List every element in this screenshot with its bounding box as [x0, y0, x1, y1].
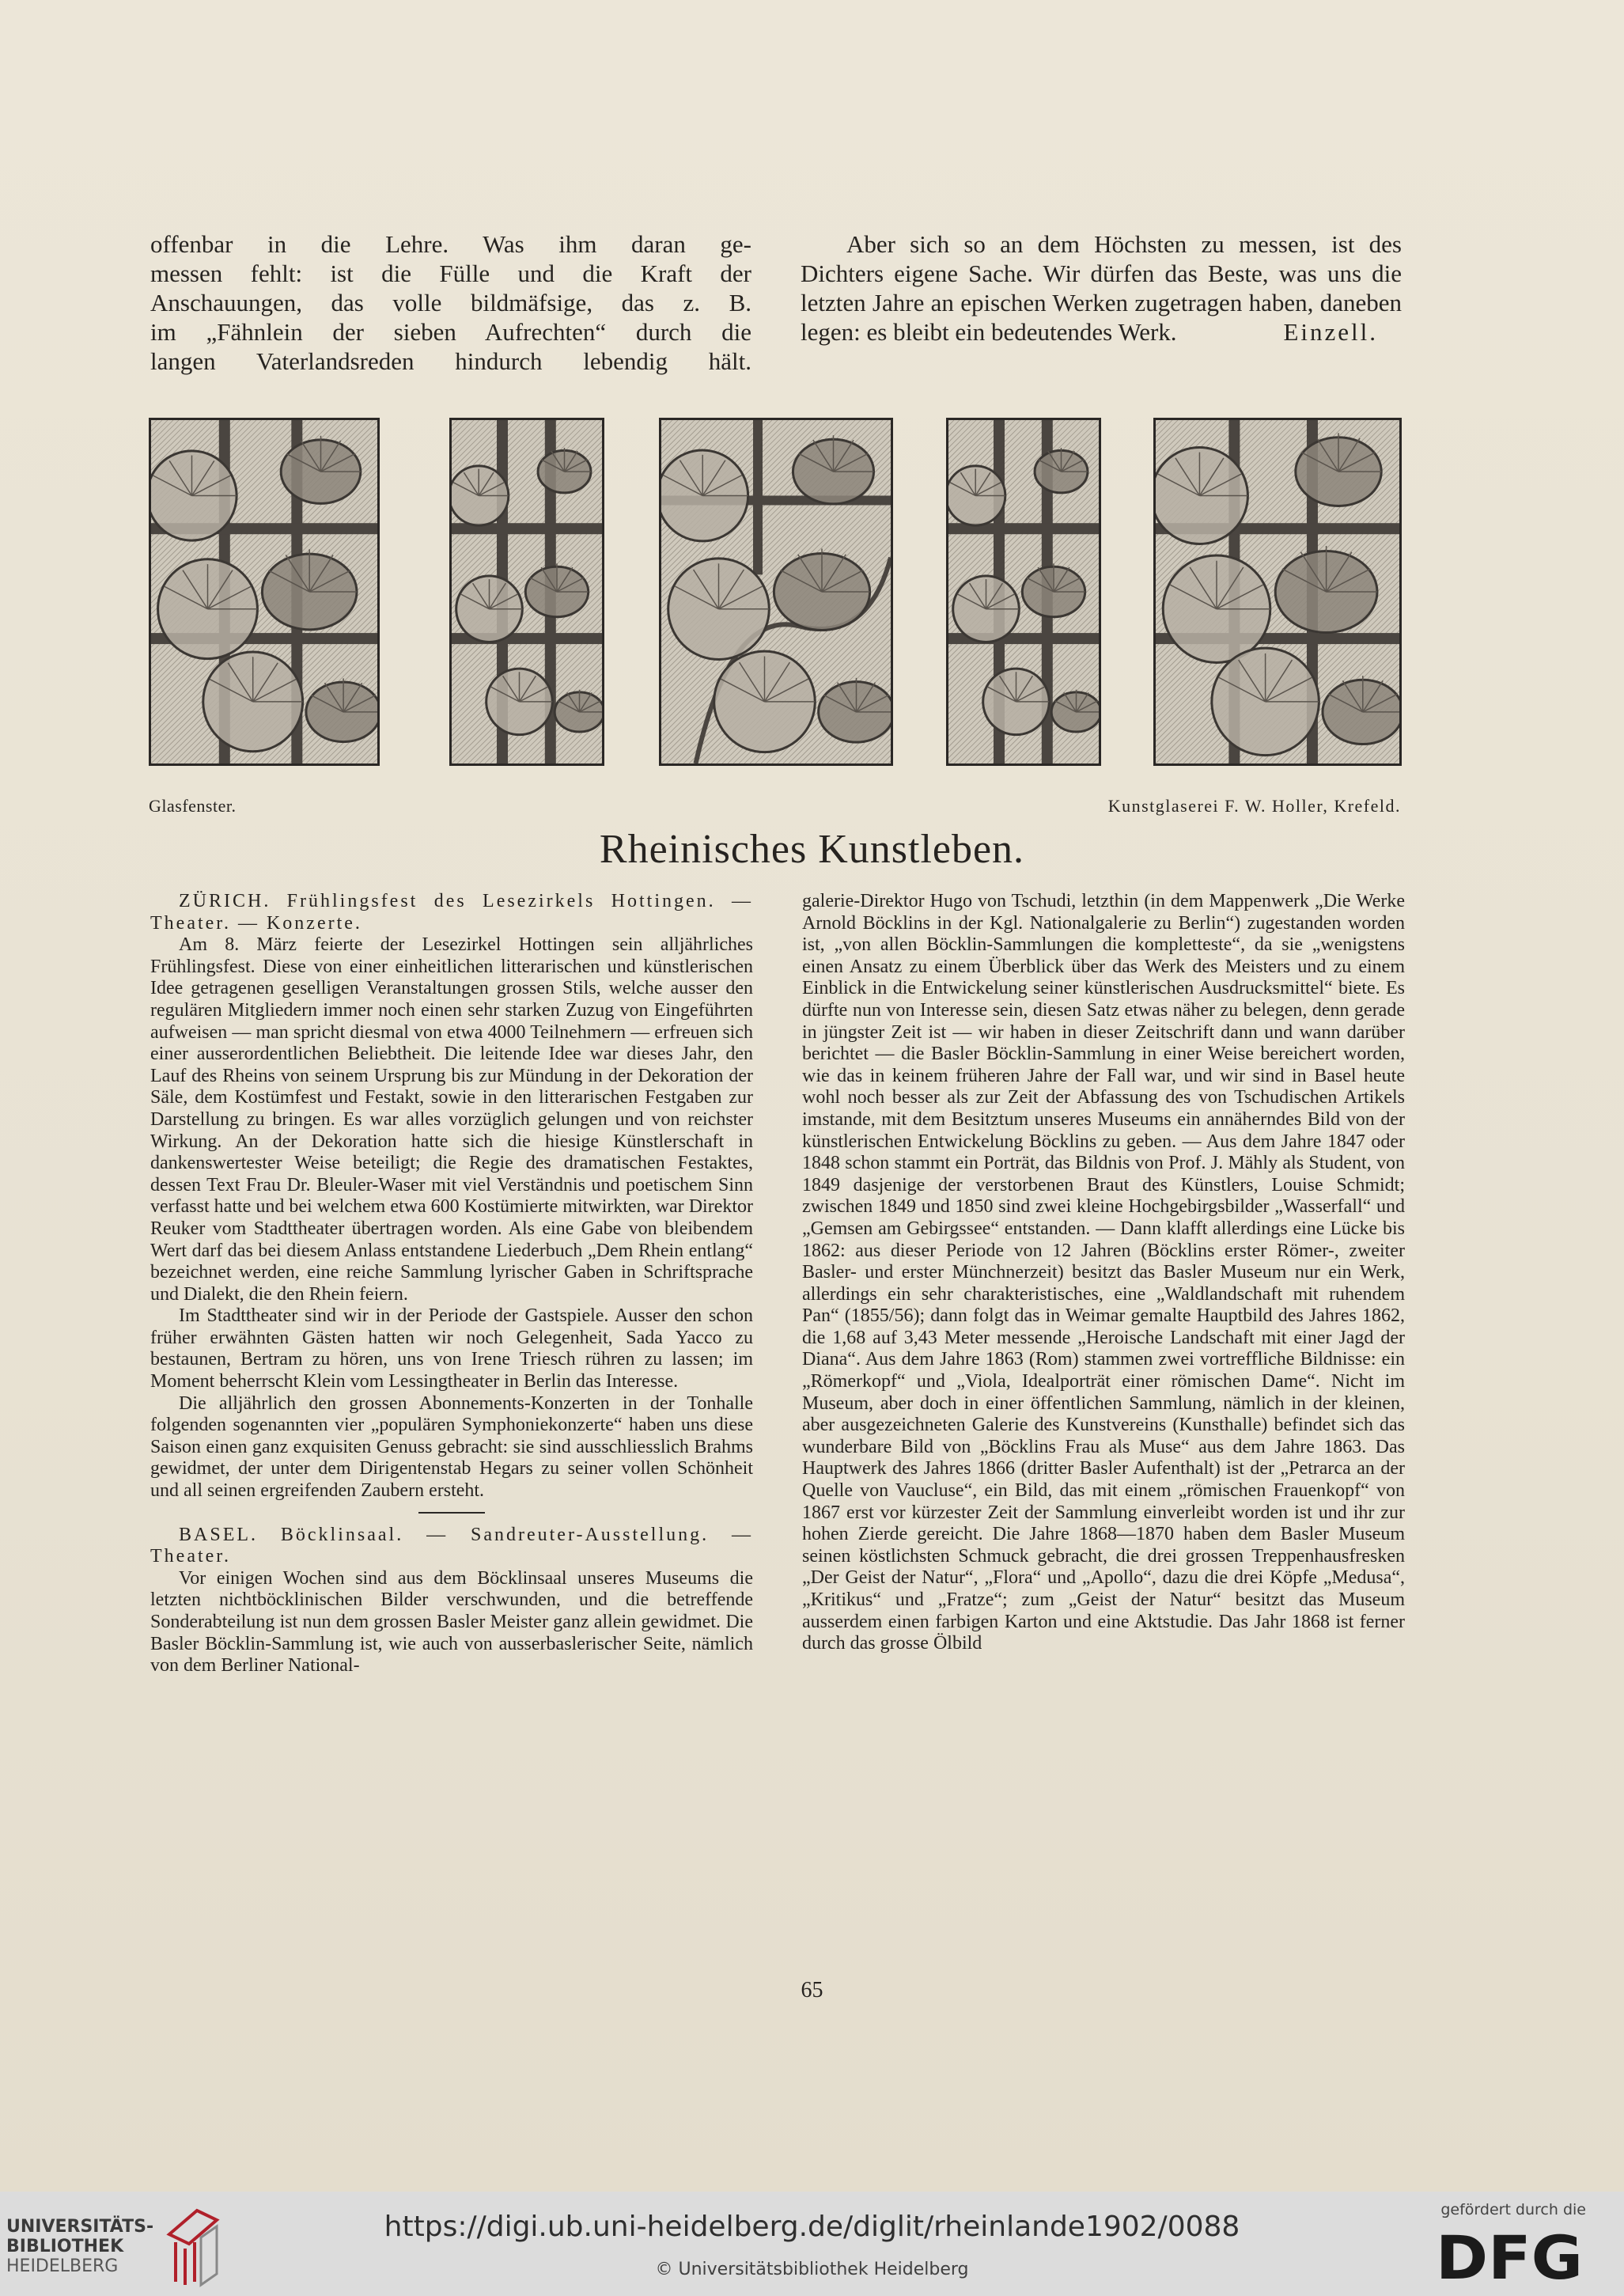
dfg-logo-text: DFG [1436, 2226, 1583, 2283]
page-number: 65 [801, 1978, 823, 2002]
stained-glass-drawing [452, 420, 602, 763]
university-library-logo[interactable] [0, 2192, 237, 2296]
plate-caption-left: Glasfenster. [149, 796, 237, 816]
intro-left-line: offenbar in die Lehre. Was ihm daran ge- [150, 230, 751, 258]
glass-window-plate-4 [946, 418, 1101, 766]
intro-left-line: im „Fähnlein der sieben Aufrechten“ durch die [150, 318, 751, 346]
stained-glass-drawing [151, 420, 377, 763]
intro-left-line: Anschauungen, das volle bildmäfsige, das z. B. [150, 289, 751, 316]
intro-left-line: messen fehlt: ist die Fülle und die Kraft der [150, 260, 751, 287]
zurich-paragraph-3: Die alljährlich den grossen Abonnements-Konzerten in der Tonhalle folgenden sogenannten vier „populären Symphoniekonzerte“ haben uns diese Saison einen ganz exquisiten Genuss gebracht: sie sind ausschliesslich Brahms gewidmet, der unter dem Dirigentenstab Hegars zu seiner vollen Schönheit und all seinen ergreifenden Zaubern ersteht. [150, 1392, 753, 1502]
stained-glass-drawing [948, 420, 1099, 763]
intro-left-line: langen Vaterlandsreden hindurch lebendig hält. [150, 347, 751, 375]
article-left-column [150, 891, 753, 1677]
permalink-url[interactable]: https://digi.ub.uni-heidelberg.de/diglit/rheinlande1902/0088 [384, 2211, 1240, 2243]
glass-window-plate-1 [149, 418, 380, 766]
basel-paragraph-continued: galerie-Direktor Hugo von Tschudi, letzthin (in dem Mappenwerk „Die Werke Arnold Böcklins in der Kgl. Nationalgalerie zu Berlin“) zugestanden worden ist, „von allen Böcklin-Sammlungen die kompletteste“, da sie „wenigstens einen Ansatz zu einem Überblick über das Werk des Meisters und zu einem Einblick in die Entwickelung seiner künstlerischen Ausdrucksmittel“ biete. Es dürfte nun von Interesse sein, diesen Satz etwas näher zu belegen, denn gerade in jüngster Zeit ist — wir haben in dieser Zeitschrift dann und wann darüber berichtet — die Basler Böcklin-Sammlung in einer Weise bereichert worden, wie das in keinem früheren Jahre der Fall war, und wir sind in Basel heute wohl noch besser als zur Zeit der Abfassung des von Tschudischen Artikels imstande, mit dem Besitztum unseres Museums ein annäherndes Bild von der künstlerischen Entwickelung Böcklins zu geben. — Aus dem Jahre 1847 oder 1848 schon stammt ein Porträt, das Bildnis von Prof. J. Mähly als Student, von 1849 dasjenige der verstorbenen Braut des Künstlers, Louise Schmidt; zwischen 1849 und 1850 sind zwei kleine Hochgebirgsbilder „Wasserfall“ und „Gemsen am Gebirgssee“ entstanden. — Dann klafft allerdings eine Lücke bis 1862: aus dieser Periode von 12 Jahren (Böcklins erster Römer-, zweiter Basler- und erster Münchnerzeit) besitzt das Basler Museum nur ein Werk, allerdings ein sehr charakteristisches, eine „Waldlandschaft mit ruhendem Pan“ (1855/56); dann folgt das in Weimar gemalte Hauptbild des Jahres 1862, die 1,68 auf 3,43 Meter messende „Heroische Landschaft mit einer Jagd der Diana“. Aus dem Jahre 1863 (Rom) stammen zwei vortreffliche Bildnisse: ein „Römerkopf“ und „Viola, Idealporträt einer römischen Dame“. Nicht im Museum, aber doch in einer öffentlichen Sammlung, nämlich in der kleinen, aber ausgezeichneten Galerie des Kunstvereins (Kunsthalle) befindet sich das wunderbare Bild von „Böcklins Frau als Muse“ aus dem Jahre 1863. Das Hauptwerk des Jahres 1866 (dritter Basler Aufenthalt) ist der „Petrarca an der Quelle von Vaucluse“, ein Bild, das mit einem „römischen Frauenkopf“ von 1867 erst vor kürzester Zeit der Sammlung einverleibt worden ist und ihr zur hohen Zierde gereicht. Die Jahre 1868—1870 haben dem Basler Museum seinen köstlichsten Schmuck gebracht, die drei grossen Treppenhausfresken „Der Geist der Natur“, „Flora“ und „Apollo“, dazu die drei Köpfe „Medusa“, „Kritikus“ und „Fratze“; zum „Geist der Natur“ besitzt das Museum ausserdem einen farbigen Karton und eine Aktstudie. Das Jahr 1868 ist ferner durch das grosse Ölbild [802, 891, 1405, 1654]
zurich-paragraph-2: Im Stadttheater sind wir in der Periode der Gastspiele. Ausser den schon früher erwähnten Gästen hatten wir noch Gelegenheit, Sada Yacco zu bestaunen, Bertram zu hören, uns von Irene Triesch rühren zu lassen; im Moment beherrscht Klein vom Lessingtheater in Berlin das Interesse. [150, 1305, 753, 1392]
glass-window-plate-5 [1153, 418, 1402, 766]
intro-left-column [150, 229, 751, 376]
university-line-2: BIBLIOTHEK [6, 2237, 124, 2256]
article-right-column [802, 891, 1405, 1655]
basel-paragraph-1: Vor einigen Wochen sind aus dem Böcklinsaal unseres Museums die letzten nichtböcklinischen Bilder verschwunden, und die betreffende Sonderabteilung ist nun dem grossen Basler Meister ganz allein gewidmet. Die Basler Böcklin-Sammlung ist, wie auch von ausserbaslerischer Seite, nämlich von dem Berliner National- [150, 1567, 753, 1677]
zurich-paragraph-1: Am 8. März feierte der Lesezirkel Hottingen sein alljährliches Frühlingsfest. Diese von einer einheitlichen litterarischen und künstlerischen Idee getragenen geselligen Veranstaltungen grossen Stils, welche ausser den regulären Mitgliedern immer noch einen sehr starken Zuzug von Eingeführten aufweisen — man spricht diesmal von etwa 4000 Teilnehmern — erfreuen sich einer ausserordentlichen Beliebtheit. Die leitende Idee war dieses Jahr, den Lauf des Rheins von seinem Ursprung bis zur Mündung in der Dekoration der Säle, dem Kostümfest und Festakt, sowie in den litterarischen Festgaben zur Darstellung zu bringen. Es war alles vorzüglich gelungen und von reichster Wirkung. An der Dekoration hatte sich die hiesige Künstlerschaft in dankenswertester Weise beteiligt; die Regie des dramatischen Festaktes, dessen Text Frau Dr. Bleuler-Waser mit viel Verständnis und poetischem Sinn verfasst hatte und bei welchem etwa 600 Kostümierte mitwirkten, war Direktor Reuker vom Stadttheater übertragen worden. Als eine Gabe von bleibendem Wert darf das bei diesem Anlass entstandene Liederbuch „Dem Rhein entlang“ bezeichnet werden, eine reiche Sammlung lyrischer Gaben in Schriftsprache und Dialekt, die den Rhein feiern. [150, 934, 753, 1305]
glass-window-plates [149, 418, 1402, 766]
university-line-1: UNIVERSITÄTS- [6, 2217, 154, 2237]
intro-right-paragraph [801, 229, 1402, 347]
copyright-notice: © Universitätsbibliothek Heidelberg [655, 2260, 969, 2279]
university-line-3: HEIDELBERG [6, 2256, 119, 2276]
section-divider [418, 1512, 485, 1514]
intro-right-text: Aber sich so an dem Höchsten zu messen, ist des Dichters eigene Sache. Wir dürfen das Beste, was uns die letzten Jahre an epischen Werken zugetragen haben, daneben legen: es bleibt ein bedeutendes Werk. [801, 230, 1402, 346]
intro-right-column [801, 229, 1402, 347]
zurich-heading: ZÜRICH. Frühlingsfest des Lesezirkels Hottingen. — Theater. — Konzerte. [150, 891, 753, 934]
basel-heading: BASEL. Böcklinsaal. — Sandreuter-Ausstellung. — Theater. [150, 1524, 753, 1567]
stained-glass-drawing [1156, 420, 1399, 763]
footer-bar [0, 2192, 1624, 2296]
section-title: Rheinisches Kunstleben. [599, 827, 1025, 872]
plate-caption-right: Kunstglaserei F. W. Holler, Krefeld. [1107, 796, 1401, 816]
glass-window-plate-3 [659, 418, 893, 766]
author-signature: Einzell. [1283, 318, 1378, 346]
stained-glass-drawing [661, 420, 891, 763]
glass-window-plate-2 [449, 418, 604, 766]
dfg-logo-icon[interactable] [1436, 2226, 1586, 2283]
funding-label: gefördert durch die [1440, 2201, 1586, 2218]
